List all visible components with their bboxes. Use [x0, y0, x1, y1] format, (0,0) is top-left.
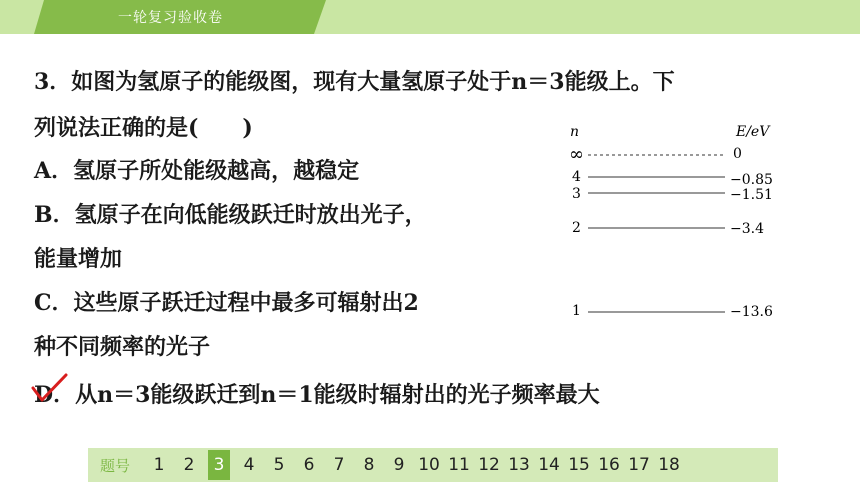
- level-e-infinity: 0: [733, 146, 742, 162]
- question-nav-item-3[interactable]: 3: [208, 450, 230, 480]
- energy-axis-label: E/eV: [736, 124, 770, 140]
- option-b-line-2: 能量增加: [34, 246, 123, 272]
- question-nav-item-11[interactable]: 11: [448, 455, 470, 475]
- question-nav-item-18[interactable]: 18: [658, 455, 680, 475]
- question-nav-item-17[interactable]: 17: [628, 455, 650, 475]
- question-nav-item-12[interactable]: 12: [478, 455, 500, 475]
- option-a: A．氢原子所处能级越高，越稳定: [34, 158, 360, 184]
- question-nav-item-14[interactable]: 14: [538, 455, 560, 475]
- level-e-1: −13.6: [730, 304, 773, 320]
- option-d: D．从n＝3能级跃迁到n＝1能级时辐射出的光子频率最大: [34, 382, 600, 408]
- question-nav: [88, 448, 778, 482]
- level-n-infinity: ∞: [569, 144, 584, 165]
- question-nav-item-4[interactable]: 4: [243, 455, 255, 475]
- level-n-1: 1: [572, 303, 581, 319]
- n-axis-label: n: [570, 124, 580, 140]
- level-e-4: −0.85: [730, 172, 773, 188]
- level-n-3: 3: [572, 186, 581, 202]
- question-nav-item-15[interactable]: 15: [568, 455, 590, 475]
- question-nav-item-8[interactable]: 8: [363, 455, 375, 475]
- level-n-2: 2: [572, 220, 581, 236]
- header-title: 一轮复习验收卷: [118, 10, 223, 26]
- question-nav-item-1[interactable]: 1: [153, 455, 165, 475]
- question-line-2: 列说法正确的是( ): [34, 115, 253, 141]
- question-nav-item-6[interactable]: 6: [303, 455, 315, 475]
- question-nav-item-13[interactable]: 13: [508, 455, 530, 475]
- level-e-2: −3.4: [730, 221, 764, 237]
- question-nav-item-9[interactable]: 9: [393, 455, 405, 475]
- question-nav-item-7[interactable]: 7: [333, 455, 345, 475]
- question-nav-item-16[interactable]: 16: [598, 455, 620, 475]
- question-line-1: 3．如图为氢原子的能级图，现有大量氢原子处于n＝3能级上。下: [34, 69, 675, 95]
- option-c-line-2: 种不同频率的光子: [34, 334, 211, 360]
- question-nav-label: 题号: [100, 456, 131, 475]
- header-bar: [0, 0, 860, 34]
- level-n-4: 4: [572, 169, 581, 185]
- question-nav-item-5[interactable]: 5: [273, 455, 285, 475]
- option-c-line-1: C．这些原子跃迁过程中最多可辐射出2: [34, 290, 419, 316]
- question-nav-item-2[interactable]: 2: [183, 455, 195, 475]
- answer-check-icon: [30, 372, 70, 406]
- question-nav-item-10[interactable]: 10: [418, 455, 440, 475]
- option-b-line-1: B．氢原子在向低能级跃迁时放出光子，: [34, 202, 427, 228]
- energy-level-diagram: [560, 120, 790, 330]
- level-e-3: −1.51: [730, 187, 773, 203]
